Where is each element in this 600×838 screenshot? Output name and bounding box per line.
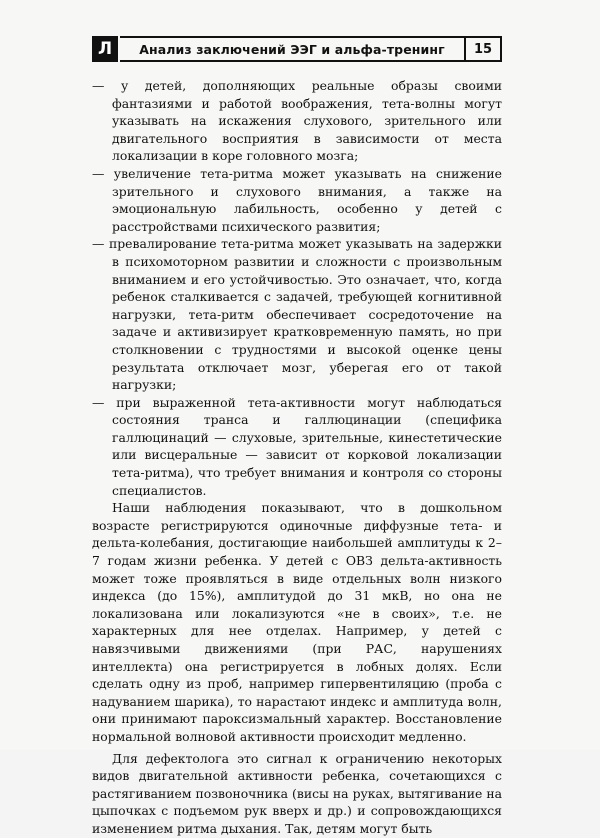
paragraph: Для дефектолога это сигнал к ограничению некоторых видов двигательной активности ребенка, сочетающихся с растягиванием позвоночника (висы на руках, вытягивание на цыпочках с подъемом рук вверх и др.) и сопровождающихся изменением ритма дыхания. Так, детям могут быть xyxy=(92,750,502,836)
body-text xyxy=(92,77,502,838)
section-letter-badge: Л xyxy=(92,36,118,62)
list-item: — у детей, дополняющих реальные образы своими фантазиями и работой воображения, тета-волны могут указывать на искажения слухового, зрительного или двигательного восприятия в зависимости от места локализации в коре головного мозга; xyxy=(92,78,502,164)
list-item: — при выраженной тета-активности могут наблюдаться состояния транса и галлюцинации (специфика галлюцинаций — слуховые, зрительные, кинестетические или висцеральные — зависит от корковой локализации тета-ритма), что требует внимания и контроля со стороны специалистов. xyxy=(92,394,502,498)
page-number: 15 xyxy=(466,36,502,62)
paragraph: Наши наблюдения показывают, что в дошкольном возрасте регистрируются одиночные диффузные тета- и дельта-колебания, достигающие наибольшей амплитуды к 2–7 годам жизни ребенка. У детей с ОВЗ дельта-активность может тоже проявляться в виде отдельных волн низкого индекса (до 15%), амплитудой до 31 мкВ, но она не локализована или локализуются «не в своих», т.е. не характерных для нее отделах. Например, у детей с навязчивыми движениями (при РАС, нарушениях интеллекта) она регистрируется в лобных долях. Если сделать одну из проб, например гипервентиляцию (проба с надуванием шарика), то нарастают индекс и амплитуда волн, они принимают пароксизмальный характер. Восстановление нормальной волновой активности происходит медленно. xyxy=(92,500,502,744)
running-header xyxy=(92,36,502,62)
list-item: — превалирование тета-ритма может указывать на задержки в психомоторном развитии и сложности с произвольным вниманием и его устойчивостью. Это означает, что, когда ребенок сталкивается с задачей, требующей когнитивной нагрузки, тета-ритм обеспечивает сосредоточение на задаче и активизирует кратковременную память, но при столкновении с трудностями и высокой оценке цены результата отключает мозг, уберегая его от такой нагрузки; xyxy=(92,236,502,393)
list-item: — увеличение тета-ритма может указывать на снижение зрительного и слухового внимания, а также на эмоциональную лабильность, особенно у детей с расстройствами психического развития; xyxy=(92,165,502,234)
running-title: Анализ заключений ЭЭГ и альфа-тренинг xyxy=(120,36,466,62)
